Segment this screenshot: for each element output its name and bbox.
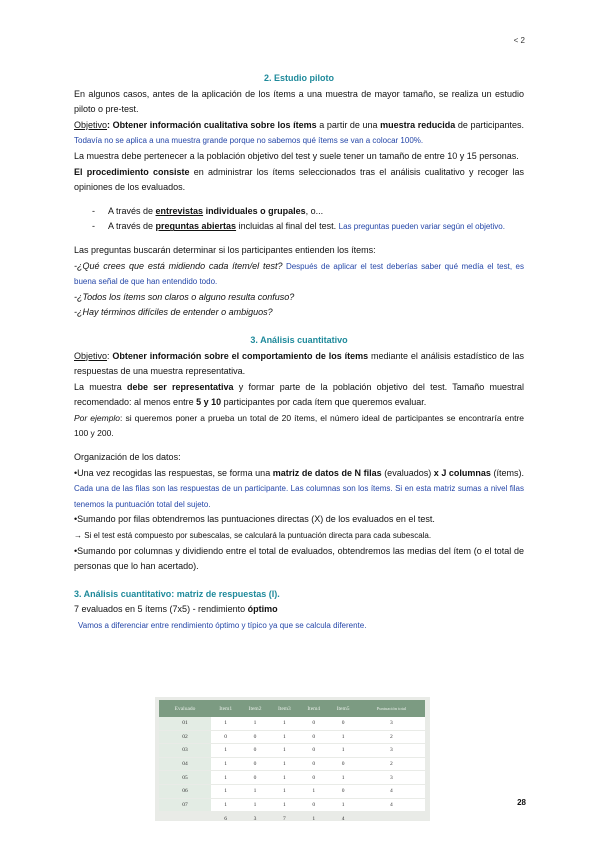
paragraph: La muestra debe pertenecer a la población objetivo del test y suele tener un tamaño de entre 10 y 15 personas.	[74, 150, 519, 161]
cell: 3	[358, 717, 425, 730]
cell: 1	[211, 771, 240, 785]
cell: 4	[358, 798, 425, 812]
annotation-note: Cada una de las filas son las respuestas de un participante. Las columnas son los ítems. Si en esta matriz sumas a nivel filas tenemos la puntuación total del sujeto.	[74, 484, 524, 509]
question: -¿Todos los ítems son claros o alguno resulta confuso?	[74, 291, 295, 302]
cell: 1	[240, 798, 269, 812]
header-evaluado: Evaluado	[159, 700, 211, 717]
cell: 0	[328, 784, 357, 798]
paragraph: La muestra debe ser representativa y formar parte de la población objetivo del test. Tamaño muestral recomendado: al menos entre 5 y 10 participantes por cada ítem que queremos evaluar.	[74, 381, 524, 408]
page-content	[74, 71, 524, 634]
table-row	[159, 784, 425, 798]
cell: 01	[159, 717, 211, 730]
cell: 0	[240, 744, 269, 758]
bullet: → Si el test está compuesto por subescalas, se calculará la puntuación directa para cada subescala.	[74, 531, 432, 541]
cell: 1	[270, 730, 299, 744]
cell: 0	[299, 757, 328, 771]
cell: 1	[328, 771, 357, 785]
subheading: 7 evaluados en 5 ítems (7x5) - rendimiento óptimo	[74, 604, 278, 615]
cell: 1	[270, 798, 299, 812]
cell: 0	[299, 771, 328, 785]
cell	[159, 812, 211, 827]
paragraph: En algunos casos, antes de la aplicación de los ítems a una muestra de mayor tamaño, se realiza un estudio piloto o pre-test.	[74, 88, 524, 115]
header-item3: Item3	[270, 700, 299, 717]
table-row	[159, 798, 425, 812]
section-heading: 2. Estudio piloto	[264, 73, 334, 83]
question: -¿Qué crees que está midiendo cada ítem/el test? Después de aplicar el test deberías saber qué medía el test, es buena señal de que han entendido todo.	[74, 260, 524, 287]
cell: 0	[240, 771, 269, 785]
table-row	[159, 744, 425, 758]
cell: 1	[211, 744, 240, 758]
cell: 0	[240, 730, 269, 744]
cell: 2	[358, 757, 425, 771]
table-row	[159, 757, 425, 771]
totals-row	[159, 812, 425, 827]
cell: 0	[299, 730, 328, 744]
data-table	[159, 700, 425, 826]
cell: 1	[211, 798, 240, 812]
cell: 1	[270, 757, 299, 771]
cell: 07	[159, 798, 211, 812]
paragraph-objective: Objetivo: Obtener información cualitativa sobre los ítems a partir de una muestra reducida de participantes. Todavía no se aplica a una muestra grande porque no sabemos qué ítems se van a colocar 100%.	[74, 119, 524, 146]
cell: 4	[358, 784, 425, 798]
cell: 0	[328, 717, 357, 730]
cell: 1	[270, 784, 299, 798]
section-heading: 3. Análisis cuantitativo: matriz de respuestas (I).	[74, 588, 280, 599]
cell: 1	[270, 744, 299, 758]
list-item: - A través de preguntas abiertas incluidas al final del test. Las preguntas pueden variar según el objetivo.	[92, 219, 524, 235]
list-item: - A través de entrevistas individuales o grupales, o...	[92, 204, 524, 220]
annotation-note: Vamos a diferenciar entre rendimiento óptimo y típico ya que se calcula diferente.	[78, 621, 367, 630]
cell: 0	[299, 717, 328, 730]
table-row	[159, 771, 425, 785]
cell: 1	[211, 784, 240, 798]
header-item5: Item5	[328, 700, 357, 717]
cell: 1	[270, 771, 299, 785]
cell: 1	[211, 717, 240, 730]
header-total: Puntuación total	[358, 700, 425, 717]
cell: 1	[270, 717, 299, 730]
cell: 0	[211, 730, 240, 744]
annotation-note: Todavía no se aplica a una muestra grande porque no sabemos qué ítems se van a colocar 100%.	[74, 136, 424, 146]
table-row	[159, 717, 425, 730]
cell: 1	[299, 784, 328, 798]
cell: 0	[299, 744, 328, 758]
table-row	[159, 730, 425, 744]
cell: 1	[240, 717, 269, 730]
cell: 06	[159, 784, 211, 798]
cell: 7	[283, 816, 286, 823]
cell: 1	[328, 744, 357, 758]
cell: 02	[159, 730, 211, 744]
response-matrix	[155, 697, 430, 821]
cell: 3	[358, 771, 425, 785]
paragraph: Organización de los datos:	[74, 452, 181, 463]
cell: 6	[224, 816, 228, 823]
cell: 2	[358, 730, 425, 744]
annotation-note: Después de aplicar el test deberías saber qué medía el test, es buena señal de que han entendido todo.	[74, 261, 524, 287]
header-item4: Item4	[299, 700, 328, 717]
section-heading: 3. Análisis cuantitativo	[250, 334, 348, 345]
cell: 0	[299, 798, 328, 812]
cell: 03	[159, 744, 211, 758]
header-chevron[interactable]: < 2	[513, 36, 525, 45]
cell: 0	[328, 757, 357, 771]
bullet: •Sumando por columnas y dividiendo entre el total de evaluados, obtendremos las medias del ítem (o el total de personas que lo han acertado).	[74, 545, 524, 572]
paragraph-objective: Objetivo: Obtener información sobre el comportamiento de los ítems mediante el análisis estadístico de las respuestas de una muestra representativa.	[74, 350, 524, 377]
cell: 04	[159, 757, 211, 771]
cell	[358, 812, 425, 827]
question: -¿Hay términos difíciles de entender o ambiguos?	[74, 307, 273, 318]
table-header-row	[159, 700, 425, 717]
header-item1: Item1	[211, 700, 240, 717]
header-item2: Item2	[240, 700, 269, 717]
cell: 4	[341, 816, 345, 823]
paragraph: El procedimiento consiste en administrar los ítems seleccionados tras el análisis cualitativo y recoger las opiniones de los evaluados.	[74, 166, 525, 193]
cell: 3	[358, 744, 425, 758]
cell: 3	[253, 816, 257, 823]
bullet: •Sumando por filas obtendremos las puntuaciones directas (X) de los evaluados en el test.	[74, 514, 435, 525]
cell: 1	[211, 757, 240, 771]
paragraph-example: Por ejemplo: si queremos poner a prueba un total de 20 ítems, el número ideal de participantes se encontraría entre 100 y 200.	[74, 412, 524, 439]
annotation-note: Las preguntas pueden variar según el objetivo.	[338, 222, 505, 232]
dash-list	[74, 204, 524, 235]
page-number: 28	[517, 798, 526, 807]
cell: 1	[312, 816, 316, 823]
bullet: •Una vez recogidas las respuestas, se forma una matriz de datos de N filas (evaluados) x J columnas (ítems). Cada una de las filas son las respuestas de un participante. Las columnas son los ítems. Si en esta matriz sumas a nivel filas tenemos la puntuación total del sujeto.	[74, 467, 524, 509]
paragraph: Las preguntas buscarán determinar si los participantes entienden los ítems:	[74, 244, 376, 255]
cell: 1	[240, 784, 269, 798]
cell: 0	[240, 757, 269, 771]
cell: 05	[159, 771, 211, 785]
cell: 1	[328, 798, 357, 812]
cell: 1	[328, 730, 357, 744]
